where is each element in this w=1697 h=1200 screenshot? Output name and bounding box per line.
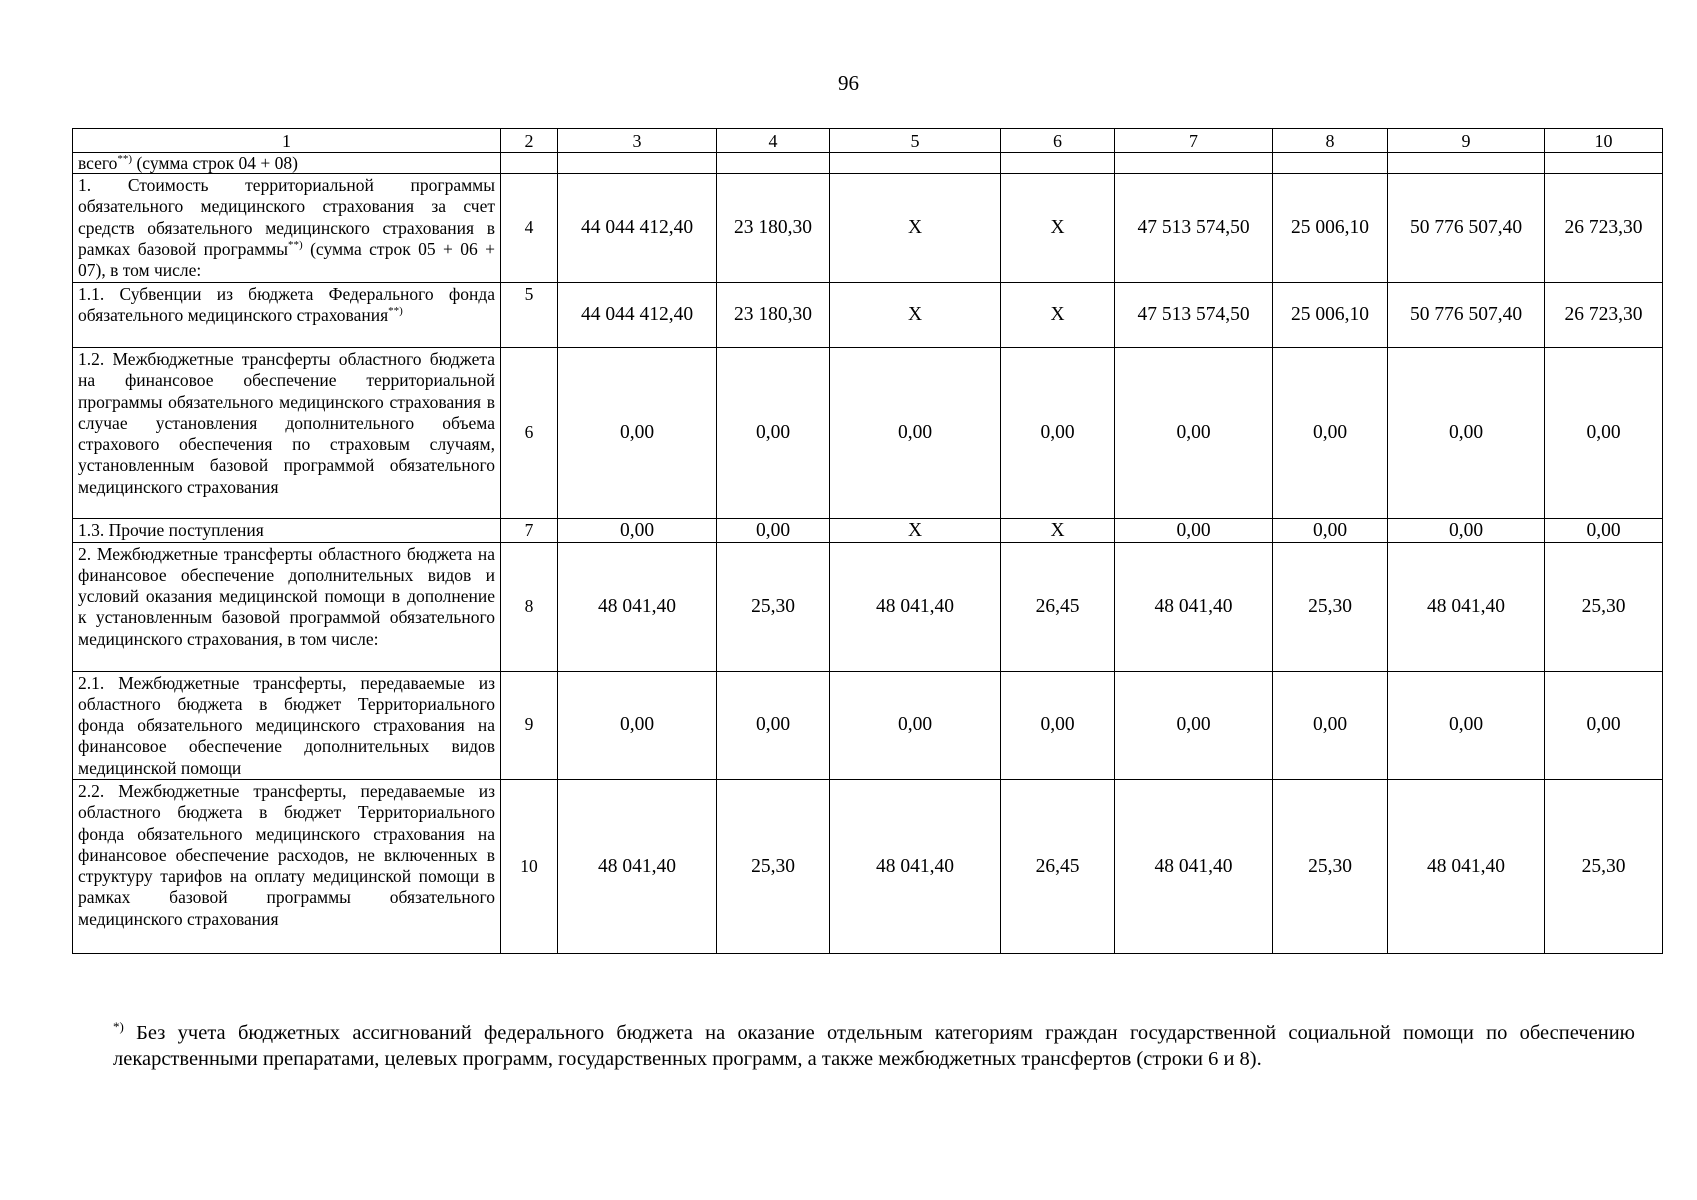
value-cell [1273,153,1388,174]
value-cell: 25 006,10 [1273,174,1388,283]
header-cell: 2 [501,129,558,153]
header-cell: 4 [717,129,830,153]
value-cell: 48 041,40 [558,542,717,671]
table-row [73,174,1663,283]
value-cell: 0,00 [558,519,717,543]
row-label-text: 1.3. Прочие поступления [78,520,264,540]
row-number: 10 [501,779,558,953]
value-cell: 0,00 [558,348,717,519]
value-cell [1115,153,1273,174]
value-cell: 25,30 [717,779,830,953]
value-cell: 0,00 [558,671,717,779]
value-cell: X [1001,519,1115,543]
page-number: 96 [838,71,859,95]
value-cell: 0,00 [830,671,1001,779]
value-cell [717,153,830,174]
footnote-text: Без учета бюджетных ассигнований федерального бюджета на оказание отдельным категориям граждан государственной социальной помощи по обеспечению лекарственными препаратами, целевых программ, государственных программ, а также межбюджетных трансфертов (строки 6 и 8). [113,1022,1635,1070]
value-cell: 0,00 [717,671,830,779]
value-cell: X [1001,283,1115,348]
value-cell: X [830,283,1001,348]
value-cell: 26,45 [1001,542,1115,671]
value-cell: 23 180,30 [717,174,830,283]
row-label [73,542,501,671]
value-cell: 23 180,30 [717,283,830,348]
value-cell: 47 513 574,50 [1115,174,1273,283]
value-cell [1545,153,1663,174]
value-cell: 25,30 [1545,779,1663,953]
value-cell: 0,00 [1273,671,1388,779]
value-cell: 44 044 412,40 [558,283,717,348]
value-cell: 25,30 [717,542,830,671]
value-cell: 0,00 [830,348,1001,519]
header-cell: 9 [1388,129,1545,153]
row-number: 9 [501,671,558,779]
row-number: 5 [501,283,558,348]
value-cell: 0,00 [1115,671,1273,779]
header-cell: 1 [73,129,501,153]
value-cell: 0,00 [1545,519,1663,543]
row-label-text: 2.2. Межбюджетные трансферты, передаваемые из областного бюджета в бюджет Территориального фонда обязательного медицинского страхования на финансовое обеспечение расходов, не включенных в структуру тарифов на оплату медицинской помощи в рамках базовой программы обязательного медицинского страхования [78,780,495,929]
value-cell: 0,00 [717,519,830,543]
value-cell: X [830,174,1001,283]
value-cell: 0,00 [717,348,830,519]
header-cell: 3 [558,129,717,153]
row-label [73,519,501,543]
value-cell: 0,00 [1273,348,1388,519]
row-label [73,671,501,779]
row-number: 8 [501,542,558,671]
table-row [73,153,1663,174]
row-label-tail: (сумма строк 04 + 08) [132,153,298,173]
row-label-text: всего [78,153,118,173]
row-label-text: 2.1. Межбюджетные трансферты, передаваемые из областного бюджета в бюджет Территориального фонда обязательного медицинского страхования на финансовое обеспечение дополнительных видов медицинской помощи [78,672,495,778]
row-label [73,779,501,953]
table-row [73,671,1663,779]
row-label-footnote-mark: **) [288,238,303,251]
value-cell: 48 041,40 [830,542,1001,671]
value-cell: 0,00 [1545,671,1663,779]
value-cell [830,153,1001,174]
value-cell: 0,00 [1273,519,1388,543]
table-row [73,779,1663,953]
footnote-mark: *) [113,1019,124,1034]
row-label-footnote-mark: **) [117,153,133,165]
value-cell: 25,30 [1273,779,1388,953]
value-cell: 0,00 [1545,348,1663,519]
value-cell: 25,30 [1273,542,1388,671]
value-cell: 0,00 [1115,348,1273,519]
row-label-text: 2. Межбюджетные трансферты областного бюджета на финансовое обеспечение дополнительных видов и условий оказания медицинской помощи в дополнение к установленным базовой программой обязательного медицинского страхования, в том числе: [78,543,495,649]
value-cell [558,153,717,174]
value-cell: 26 723,30 [1545,174,1663,283]
value-cell: 26 723,30 [1545,283,1663,348]
value-cell: 25,30 [1545,542,1663,671]
row-label [73,174,501,283]
table-row [73,283,1663,348]
header-cell: 6 [1001,129,1115,153]
value-cell: 47 513 574,50 [1115,283,1273,348]
row-label-footnote-mark: **) [388,305,403,318]
footnote [113,1021,1635,1072]
row-number [501,153,558,174]
header-cell: 7 [1115,129,1273,153]
header-cell: 10 [1545,129,1663,153]
row-number: 6 [501,348,558,519]
row-label [73,348,501,519]
value-cell: 48 041,40 [1115,779,1273,953]
value-cell: 26,45 [1001,779,1115,953]
value-cell: 50 776 507,40 [1388,174,1545,283]
value-cell: 25 006,10 [1273,283,1388,348]
value-cell: 44 044 412,40 [558,174,717,283]
row-label [73,283,501,348]
row-number: 4 [501,174,558,283]
table-row [73,542,1663,671]
value-cell: X [1001,174,1115,283]
value-cell: 0,00 [1388,671,1545,779]
value-cell: 0,00 [1388,519,1545,543]
value-cell: 48 041,40 [1115,542,1273,671]
row-label-text: 1.2. Межбюджетные трансферты областного бюджета на финансовое обеспечение территориальной программы обязательного медицинского страхования в случае установления дополнительного объема страхового обеспечения по страховым случаям, установленным базовой программой обязательного медицинского страхования [78,349,495,497]
budget-table [72,128,1663,954]
value-cell [1001,153,1115,174]
table-row [73,519,1663,543]
value-cell: 0,00 [1001,671,1115,779]
row-label [73,153,501,174]
table-row [73,348,1663,519]
value-cell: 50 776 507,40 [1388,283,1545,348]
value-cell: 0,00 [1115,519,1273,543]
header-cell: 8 [1273,129,1388,153]
value-cell: 48 041,40 [558,779,717,953]
value-cell: 48 041,40 [1388,542,1545,671]
header-row [73,129,1663,153]
table-body [73,153,1663,954]
value-cell: 0,00 [1388,348,1545,519]
row-label-tail: (сумма строк 05 + 06 + 07), в том числе: [78,238,495,281]
row-number: 7 [501,519,558,543]
value-cell: X [830,519,1001,543]
value-cell: 0,00 [1001,348,1115,519]
row-label-text: 1.1. Субвенции из бюджета Федерального фонда обязательного медицинского страхования [78,284,495,326]
value-cell: 48 041,40 [1388,779,1545,953]
value-cell: 48 041,40 [830,779,1001,953]
row-label-text: 1. Стоимость территориальной программы обязательного медицинского страхования за счет средств обязательного медицинского страхования в рамках базовой программы [78,175,495,259]
header-cell: 5 [830,129,1001,153]
value-cell [1388,153,1545,174]
